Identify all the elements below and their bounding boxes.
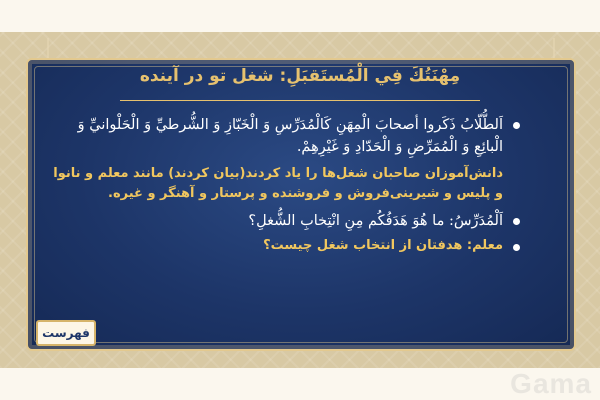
persian-translation: معلم: هدفتان از انتخاب شغل چیست؟ — [263, 238, 503, 253]
list-item — [50, 236, 520, 256]
bullet-icon — [513, 218, 520, 225]
brand-watermark: Gama — [510, 368, 592, 399]
slide-content — [50, 114, 520, 260]
menu-button[interactable]: فهرست — [36, 320, 96, 346]
bullet-icon — [513, 122, 520, 129]
arabic-sentence: اَلطُّلّابُ ذَكَروا أصحابَ الْمِهَنِ كَالْمُدَرِّسِ وَ الْخَبّازِ وَ الشُّرطيِّ وَ الْحَلْوانيِّ وَ الْبائِعِ وَ الْمُمَرِّضِ وَ الْحَدّادِ وَ غَيْرِهِمْ. — [77, 117, 503, 155]
arabic-sentence: اَلْمُدَرِّسُ: ما هُوَ هَدَفُكُم مِنِ انْتِخابِ الشُّغلِ؟ — [248, 213, 503, 229]
persian-translation: دانش‌آموزان صاحبان شغل‌ها را یاد کردند(بیان کردند) مانند معلم و نانوا و پلیس و شیرینی‌فروش و فروشنده و پرستار و آهنگر و غیره. — [53, 166, 503, 201]
list-item — [50, 164, 503, 204]
slide-title: مِهْنَتُكَ فِي الْمُستَقبَلِ: شغل تو در آینده — [139, 66, 461, 86]
title-divider — [120, 100, 480, 101]
list-item — [50, 114, 520, 160]
list-item — [50, 210, 520, 232]
bullet-icon — [513, 244, 520, 251]
